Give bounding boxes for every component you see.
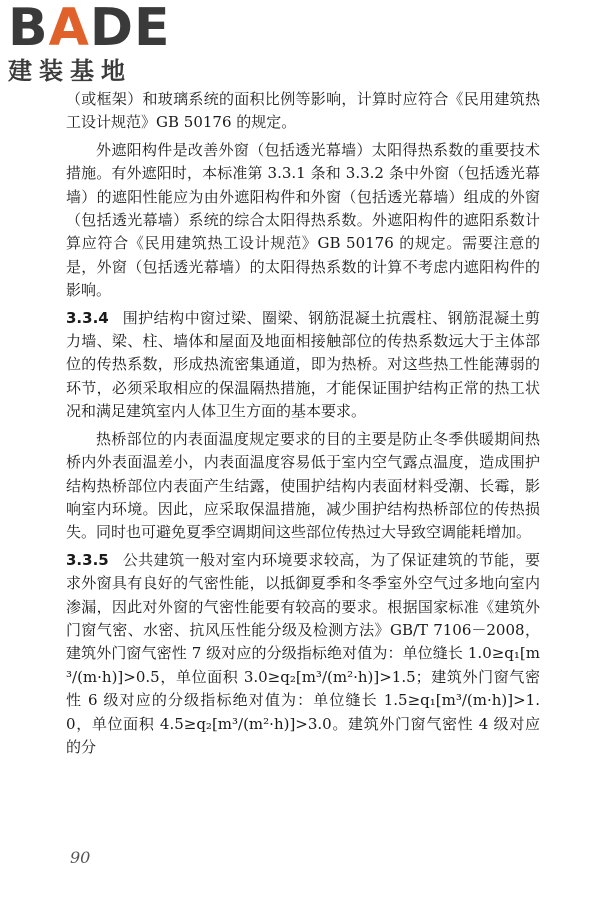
paragraph-text: 公共建筑一般对室内环境要求较高，为了保证建筑的节能，要求外窗具有良好的气密性能，以抵御夏季和冬季室外空气过多地向室内渗漏，因此对外窗的气密性能要有较高的要求。根据国家标准《建筑外门窗气密、水密、抗风压性能分级及检测方法》GB/T 7106－2008，建筑外门窗气密性 7 级对应的分级指标绝对值为：单位缝长 1.0≥q₁[m³/(m·h)]>0.5，单位面积 3.0≥q₂[m³/(m²·h)]>1.5；建筑外门窗气密性 6 级对应的分级指标绝对值为：单位缝长 1.5≥q₁[m³/(m·h)]>1.0，单位面积 4.5≥q₂[m³/(m²·h)]>3.0。建筑外门窗气密性 4 级对应的分 (66, 550, 540, 756)
clause-number: 3.3.5 (66, 550, 109, 569)
bade-logo (8, 2, 178, 92)
paragraph-text: 围护结构中窗过梁、圈梁、钢筋混凝土抗震柱、钢筋混凝土剪力墙、梁、柱、墙体和屋面及地面相接触部位的传热系数远大于主体部位的传热系数，形成热流密集通道，即为热桥。对这些热工性能薄弱的环节，必须采取相应的保温隔热措施，才能保证围护结构正常的热工状况和满足建筑室内人体卫生方面的基本要求。 (66, 308, 540, 421)
paragraph-thermal-bridge (66, 428, 540, 545)
logo-letters-de: DE (89, 0, 171, 58)
logo-subtitle: 建装基地 (8, 57, 132, 85)
clause-3-3-5 (66, 549, 540, 760)
clause-number: 3.3.4 (66, 308, 109, 327)
paragraph-text: 外遮阳构件是改善外窗（包括透光幕墙）太阳得热系数的重要技术措施。有外遮阳时，本标准第 3.3.1 条和 3.3.2 条中外窗（包括透光幕墙）的遮阳性能应为由外遮阳构件和外窗（包括透光幕墙）组成的外窗（包括透光幕墙）系统的综合太阳得热系数。外遮阳构件的遮阳系数计算应符合《民用建筑热工设计规范》GB 50176 的规定。需要注意的是，外窗（包括透光幕墙）的太阳得热系数的计算不考虑内遮阳构件的影响。 (66, 140, 540, 300)
paragraph-text: 热桥部位的内表面温度规定要求的目的主要是防止冬季供暖期间热桥内外表面温差小，内表面温度容易低于室内空气露点温度，造成围护结构热桥部位内表面产生结露，使围护结构内表面材料受潮、长霉，影响室内环境。因此，应采取保温措施，减少围护结构热桥部位的传热损失。同时也可避免夏季空调期间这些部位传热过大导致空调能耗增加。 (66, 429, 540, 542)
logo-wordmark (8, 0, 178, 58)
page-number: 90 (70, 848, 91, 867)
clause-3-3-4 (66, 307, 540, 424)
paragraph-text: （或框架）和玻璃系统的面积比例等影响，计算时应符合《民用建筑热工设计规范》GB 50176 的规定。 (66, 90, 540, 132)
page-body (66, 88, 540, 759)
paragraph-external-shading (66, 139, 540, 303)
logo-letter-b: B (8, 0, 49, 58)
paragraph-continuation (66, 88, 540, 135)
logo-letter-a: A (48, 0, 90, 58)
